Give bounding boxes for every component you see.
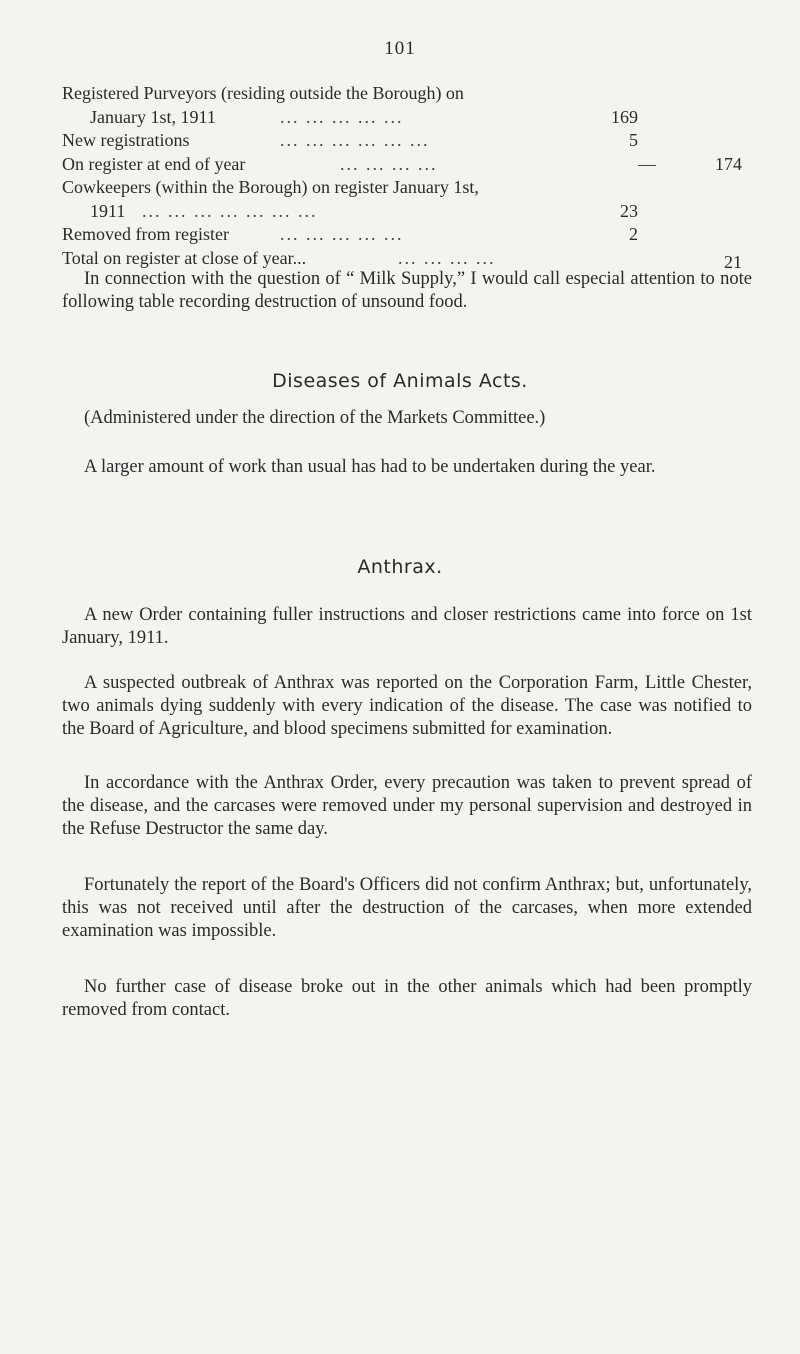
ledger-value: 2 [629, 224, 638, 244]
anthrax-paragraph: No further case of disease broke out in the other animals which had been promptly removed from contact. [62, 977, 752, 1020]
ledger-row [62, 106, 752, 130]
ledger-row [62, 200, 752, 224]
registration-ledger [62, 82, 752, 270]
ledger-label: On register at end of year [62, 153, 246, 174]
page-number: 101 [384, 38, 416, 59]
ledger-label: Cowkeepers (within the Borough) on register January 1st, [62, 177, 479, 197]
ledger-label: Registered Purveyors (residing outside the Borough) on [62, 83, 464, 103]
ledger-value: 5 [629, 130, 638, 150]
ledger-row [62, 82, 752, 106]
leader-dots: ... ... ... ... ... [280, 106, 404, 127]
ledger-value: 169 [611, 106, 638, 127]
ledger-total: 21 [724, 251, 742, 272]
ledger-value: 23 [620, 200, 638, 221]
intro-paragraph: In connection with the question of “ Milk Supply,” I would call especial attention to note following table recording destruction of unsound food. [62, 269, 752, 312]
ledger-label: 1911 [90, 200, 126, 221]
ledger-total: 174 [715, 153, 742, 174]
ledger-dash: — [638, 153, 656, 174]
ledger-label: Removed from register [62, 224, 229, 244]
anthrax-paragraph: In accordance with the Anthrax Order, every precaution was taken to prevent spread of the disease, and the carcases were removed under my personal supervision and destroyed in the Refuse Destructor the same day. [62, 773, 752, 839]
leader-dots: ... ... ... ... [340, 153, 438, 174]
section-heading: Diseases of Animals Acts. [272, 370, 528, 392]
section-paragraph: A larger amount of work than usual has had to be undertaken during the year. [84, 457, 656, 477]
section-subtitle: (Administered under the direction of the Markets Committee.) [84, 408, 546, 428]
leader-dots: ... ... ... ... [398, 247, 496, 268]
leader-dots: ... ... ... ... ... ... [280, 130, 430, 150]
ledger-row [62, 153, 752, 177]
anthrax-paragraph: A new Order containing fuller instructions and closer restrictions came into force on 1st January, 1911. [62, 605, 752, 648]
anthrax-paragraph: A suspected outbreak of Anthrax was reported on the Corporation Farm, Little Chester, two animals dying suddenly with every indication of the disease. The case was notified to the Board of Agriculture, and blood specimens submitted for examination. [62, 673, 752, 739]
leader-dots: ... ... ... ... ... ... ... [142, 200, 318, 221]
ledger-label: January 1st, 1911 [90, 106, 216, 127]
ledger-label: Total on register at close of year... [62, 247, 307, 268]
anthrax-paragraph: Fortunately the report of the Board's Officers did not confirm Anthrax; but, unfortunately, this was not received until after the destruction of the carcases, when more extended examination was impossible. [62, 875, 752, 941]
leader-dots: ... ... ... ... ... [280, 224, 404, 244]
ledger-row [62, 223, 752, 247]
ledger-row [62, 129, 752, 153]
ledger-label: New registrations [62, 130, 190, 150]
ledger-row [62, 176, 752, 200]
anthrax-heading: Anthrax. [357, 556, 443, 578]
ledger-row [62, 247, 752, 271]
